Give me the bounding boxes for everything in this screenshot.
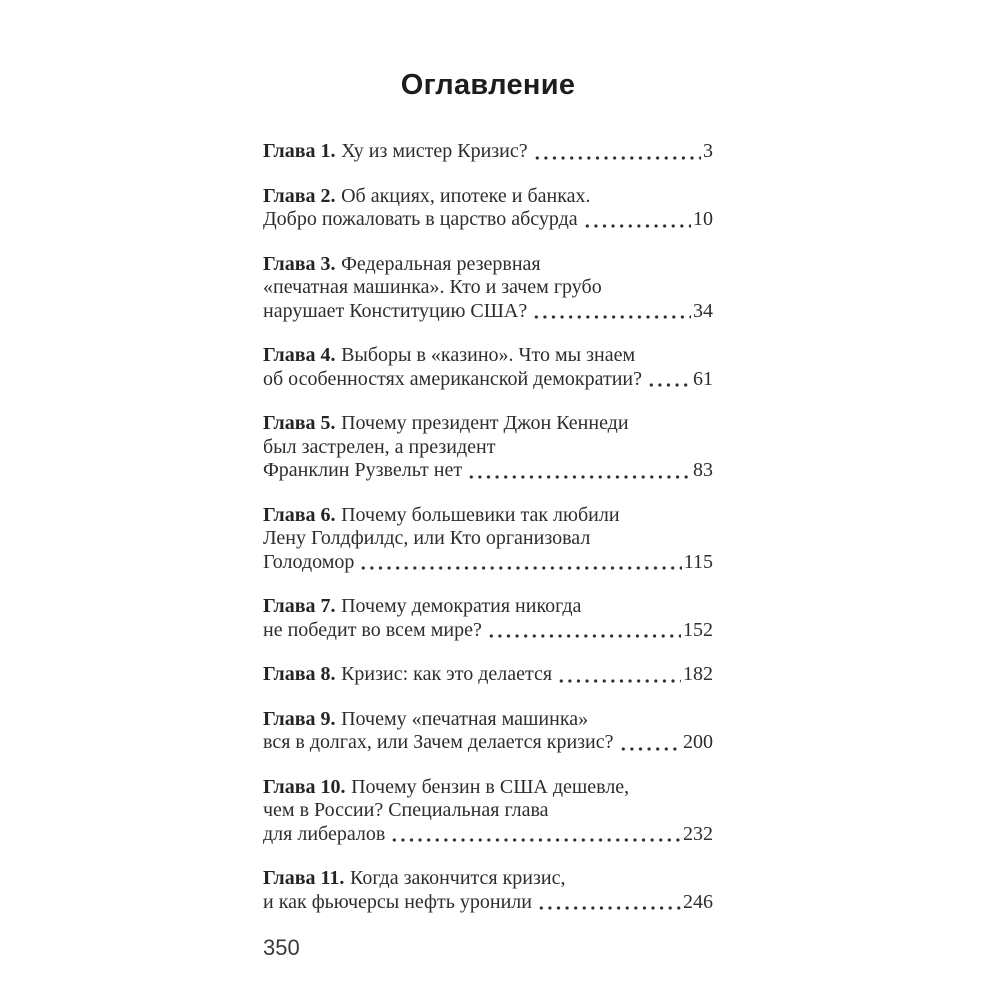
chapter-page-number: 61 [693,367,713,390]
chapter-page-number: 34 [693,299,713,322]
dot-leader [465,459,691,483]
chapter-title-text: Франклин Рузвельт нет [263,459,463,481]
chapter-page-number: 152 [683,618,713,641]
chapter-title-text: Добро пожаловать в царство абсурда [263,208,578,230]
chapter-label: Глава 3. [263,252,336,275]
table-of-contents [263,140,713,914]
chapter-title-text: не победит во всем мире? [263,618,482,641]
chapter-title-text: нарушает Конституцию США? [263,299,528,322]
dot-leader [388,823,681,847]
toc-entry [263,595,713,642]
chapter-label: Глава 10. [263,775,346,798]
toc-entry-line [263,891,713,915]
chapter-title-text: Почему президент Джон Кеннеди [341,412,629,434]
toc-entry-line [263,253,713,277]
chapter-page-number: 83 [693,459,713,481]
toc-entry [263,776,713,847]
chapter-title-text: «печатная машинка». Кто и зачем грубо [263,276,602,298]
toc-entry [263,344,713,391]
chapter-title-text: Лену Голдфилдс, или Кто организовал [263,527,591,549]
page-title: Оглавление [400,69,576,101]
chapter-title-text: Почему демократия никогда [341,595,582,617]
chapter-title-text: Почему «печатная машинка» [341,707,589,730]
content-column [263,0,713,961]
chapter-title-text: об особенностях американской демократии? [263,367,642,390]
toc-entry-line [263,731,713,755]
chapter-title-text: для либералов [263,822,386,845]
dot-leader [581,208,691,232]
toc-entry-line [263,276,713,300]
chapter-page-number: 115 [683,550,713,573]
toc-entry [263,663,713,687]
toc-entry [263,867,713,914]
toc-entry-line [263,708,713,732]
toc-entry-line [263,867,713,891]
toc-entry [263,185,713,232]
toc-entry-line [263,619,713,643]
chapter-title-text: Почему бензин в США дешевле, [351,775,630,798]
chapter-title-text: Кризис: как это делается [341,663,553,685]
toc-entry-line [263,368,713,392]
toc-entry-line [263,823,713,847]
dot-leader [485,619,681,643]
toc-entry [263,504,713,575]
chapter-title-text: Федеральная резервная [341,252,541,275]
toc-entry-line [263,504,713,528]
dot-leader [645,368,691,392]
chapter-label: Глава 1. [263,140,336,162]
chapter-page-number: 10 [693,208,713,230]
toc-entry [263,140,713,164]
chapter-label: Глава 11. [263,867,345,889]
toc-entry [263,708,713,755]
chapter-title-text: Выборы в «казино». Что мы знаем [341,344,636,366]
toc-entry-line [263,436,713,460]
dot-leader [555,663,681,687]
chapter-title-text: чем в России? Специальная глава [263,799,549,821]
chapter-page-number: 3 [703,140,713,162]
toc-entry-line [263,776,713,800]
toc-entry-line [263,140,713,164]
chapter-page-number: 246 [683,890,713,913]
chapter-title-text: Когда закончится кризис, [349,867,566,889]
chapter-page-number: 232 [683,822,713,845]
chapter-title-text: был застрелен, а президент [263,435,496,458]
chapter-label: Глава 4. [263,344,336,366]
chapter-title-text: и как фьючерсы нефть уронили [263,890,532,913]
chapter-title-text: Почему большевики так любили [341,503,620,526]
chapter-label: Глава 9. [263,707,336,730]
toc-entry-line [263,663,713,687]
toc-entry-line [263,344,713,368]
chapter-label: Глава 7. [263,595,336,617]
toc-entry-line [263,799,713,823]
chapter-label: Глава 6. [263,503,336,526]
chapter-title-text: Голодомор [263,550,355,573]
toc-entry-line [263,185,713,209]
dot-leader [530,300,691,324]
chapter-page-number: 182 [683,663,713,685]
dot-leader [617,731,681,755]
chapter-label: Глава 5. [263,412,336,434]
chapter-title-text: Об акциях, ипотеке и банках. [341,184,591,207]
toc-entry-line [263,300,713,324]
toc-entry-line [263,595,713,619]
toc-entry [263,412,713,483]
toc-entry-line [263,208,713,232]
dot-leader [535,891,681,915]
chapter-title-text: вся в долгах, или Зачем делается кризис? [263,731,614,753]
chapter-page-number: 200 [683,731,713,753]
folio-page-number: 350 [263,935,300,960]
toc-entry-line [263,551,713,575]
toc-entry-line [263,412,713,436]
chapter-title-text: Ху из мистер Кризис? [341,140,528,162]
toc-entry [263,253,713,324]
chapter-label: Глава 8. [263,663,336,685]
chapter-label: Глава 2. [263,184,336,207]
toc-entry-line [263,459,713,483]
dot-leader [531,140,701,164]
dot-leader [357,551,681,575]
toc-entry-line [263,527,713,551]
